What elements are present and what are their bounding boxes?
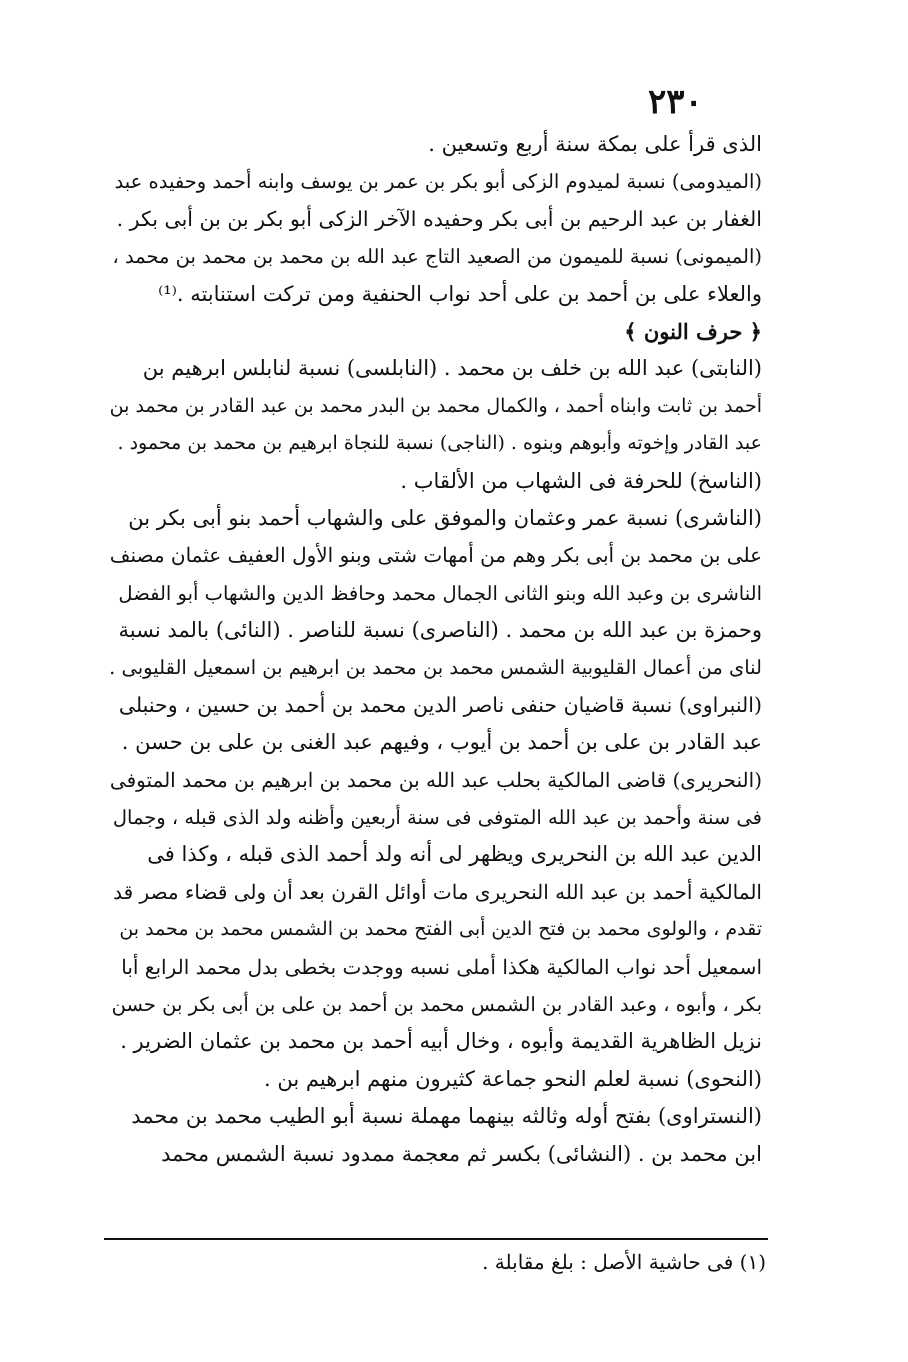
text-line: عبد القادر وإخوته وأبوهم وبنوه . (الناجى) نسبة للنجاة ابرهيم بن محمد بن محمود . bbox=[117, 432, 762, 455]
text-line: الدين عبد الله بن النحريرى ويظهر لى أنه ولد أحمد الذى قبله ، وكذا فى bbox=[147, 842, 762, 867]
text-line: نزيل الظاهرية القديمة وأبوه ، وخال أبيه أحمد بن محمد بن عثمان الضرير . bbox=[120, 1029, 762, 1054]
text-line: (النستراوى) بفتح أوله وثالثه بينهما مهملة نسبة أبو الطيب محمد بن محمد bbox=[131, 1104, 762, 1129]
text-line: والعلاء على بن أحمد بن على أحد نواب الحنفية ومن تركت استنابته .⁽¹⁾ bbox=[158, 281, 762, 306]
footnote: (١) فى حاشية الأصل : بلغ مقابلة . bbox=[482, 1250, 766, 1274]
text-line: بكر ، وأبوه ، وعبد القادر بن الشمس محمد بن أحمد بن على بن أبى بكر بن حسن bbox=[111, 992, 762, 1016]
footnote-divider bbox=[104, 1238, 768, 1240]
main-text bbox=[108, 126, 762, 1173]
text-line: (الميمونى) نسبة للميمون من الصعيد التاج عبد الله بن محمد بن محمد بن محمد ، bbox=[112, 245, 762, 269]
text-line: ابن محمد بن . (النشائى) بكسر ثم معجمة ممدود نسبة الشمس محمد bbox=[161, 1141, 762, 1166]
text-line: (النحريرى) قاضى المالكية بحلب عبد الله بن محمد بن ابرهيم بن محمد المتوفى bbox=[109, 767, 762, 792]
text-line: أحمد بن ثابت وابناه أحمد ، والكمال محمد بن البدر محمد بن عبد القادر بن محمد بن bbox=[109, 394, 762, 417]
text-line: وحمزة بن عبد الله بن محمد . (الناصرى) نسبة للناصر . (النائى) بالمد نسبة bbox=[118, 618, 762, 643]
page-number: ٢٣٠ bbox=[648, 82, 703, 122]
text-line: الغفار بن عبد الرحيم بن أبى بكر وحفيده الآخر الزكى أبو بكر بن بن أبى بكر . bbox=[116, 206, 762, 231]
text-line: (الناشرى) نسبة عمر وعثمان والموفق على والشهاب أحمد بنو أبى بكر بن bbox=[128, 505, 762, 530]
text-line: على بن محمد بن أبى بكر وهم من أمهات شتى وبنو الأول العفيف عثمان مصنف bbox=[109, 543, 762, 568]
text-line: فى سنة وأحمد بن عبد الله المتوفى فى سنة أربعين وأظنه ولد الذى قبله ، وجمال bbox=[112, 806, 762, 830]
text-line: اسمعيل أحد نواب المالكية هكذا أملى نسبه ووجدت بخطى بدل محمد الرابع أبا bbox=[121, 954, 762, 979]
text-line: (النابتى) عبد الله بن خلف بن محمد . (النابلسى) نسبة لنابلس ابرهيم بن bbox=[142, 356, 762, 381]
text-line: الذى قرأ على بمكة سنة أربع وتسعين . bbox=[428, 132, 762, 156]
text-line: (النبراوى) نسبة قاضيان حنفى ناصر الدين محمد بن أحمد بن حسين ، وحنبلى bbox=[118, 692, 762, 717]
text-line: عبد القادر بن على بن أحمد بن أيوب ، وفيهم عبد الغنى بن على بن حسن . bbox=[121, 730, 762, 755]
text-line: لناى من أعمال القليوبية الشمس محمد بن محمد بن ابرهيم بن اسمعيل القليوبى . bbox=[109, 656, 762, 680]
text-line: تقدم ، والولوى محمد بن فتح الدين أبى الفتح محمد بن الشمس محمد بن محمد بن bbox=[119, 918, 762, 941]
text-line: (الميدومى) نسبة لميدوم الزكى أبو بكر بن عمر بن يوسف وابنه أحمد وحفيده عبد bbox=[114, 170, 762, 194]
section-heading: ﴿ حرف النون ﴾ bbox=[624, 318, 762, 344]
text-line: (الناسخ) للحرفة فى الشهاب من الألقاب . bbox=[400, 468, 762, 493]
text-line: (النحوى) نسبة لعلم النحو جماعة كثيرون منهم ابرهيم بن . bbox=[263, 1066, 762, 1091]
text-line: المالكية أحمد بن عبد الله النحريرى مات أوائل القرن بعد أن ولى قضاء مصر قد bbox=[113, 879, 762, 904]
text-line: الناشرى بن وعبد الله وبنو الثانى الجمال محمد وحافظ الدين والشهاب أبو الفضل bbox=[118, 581, 762, 605]
